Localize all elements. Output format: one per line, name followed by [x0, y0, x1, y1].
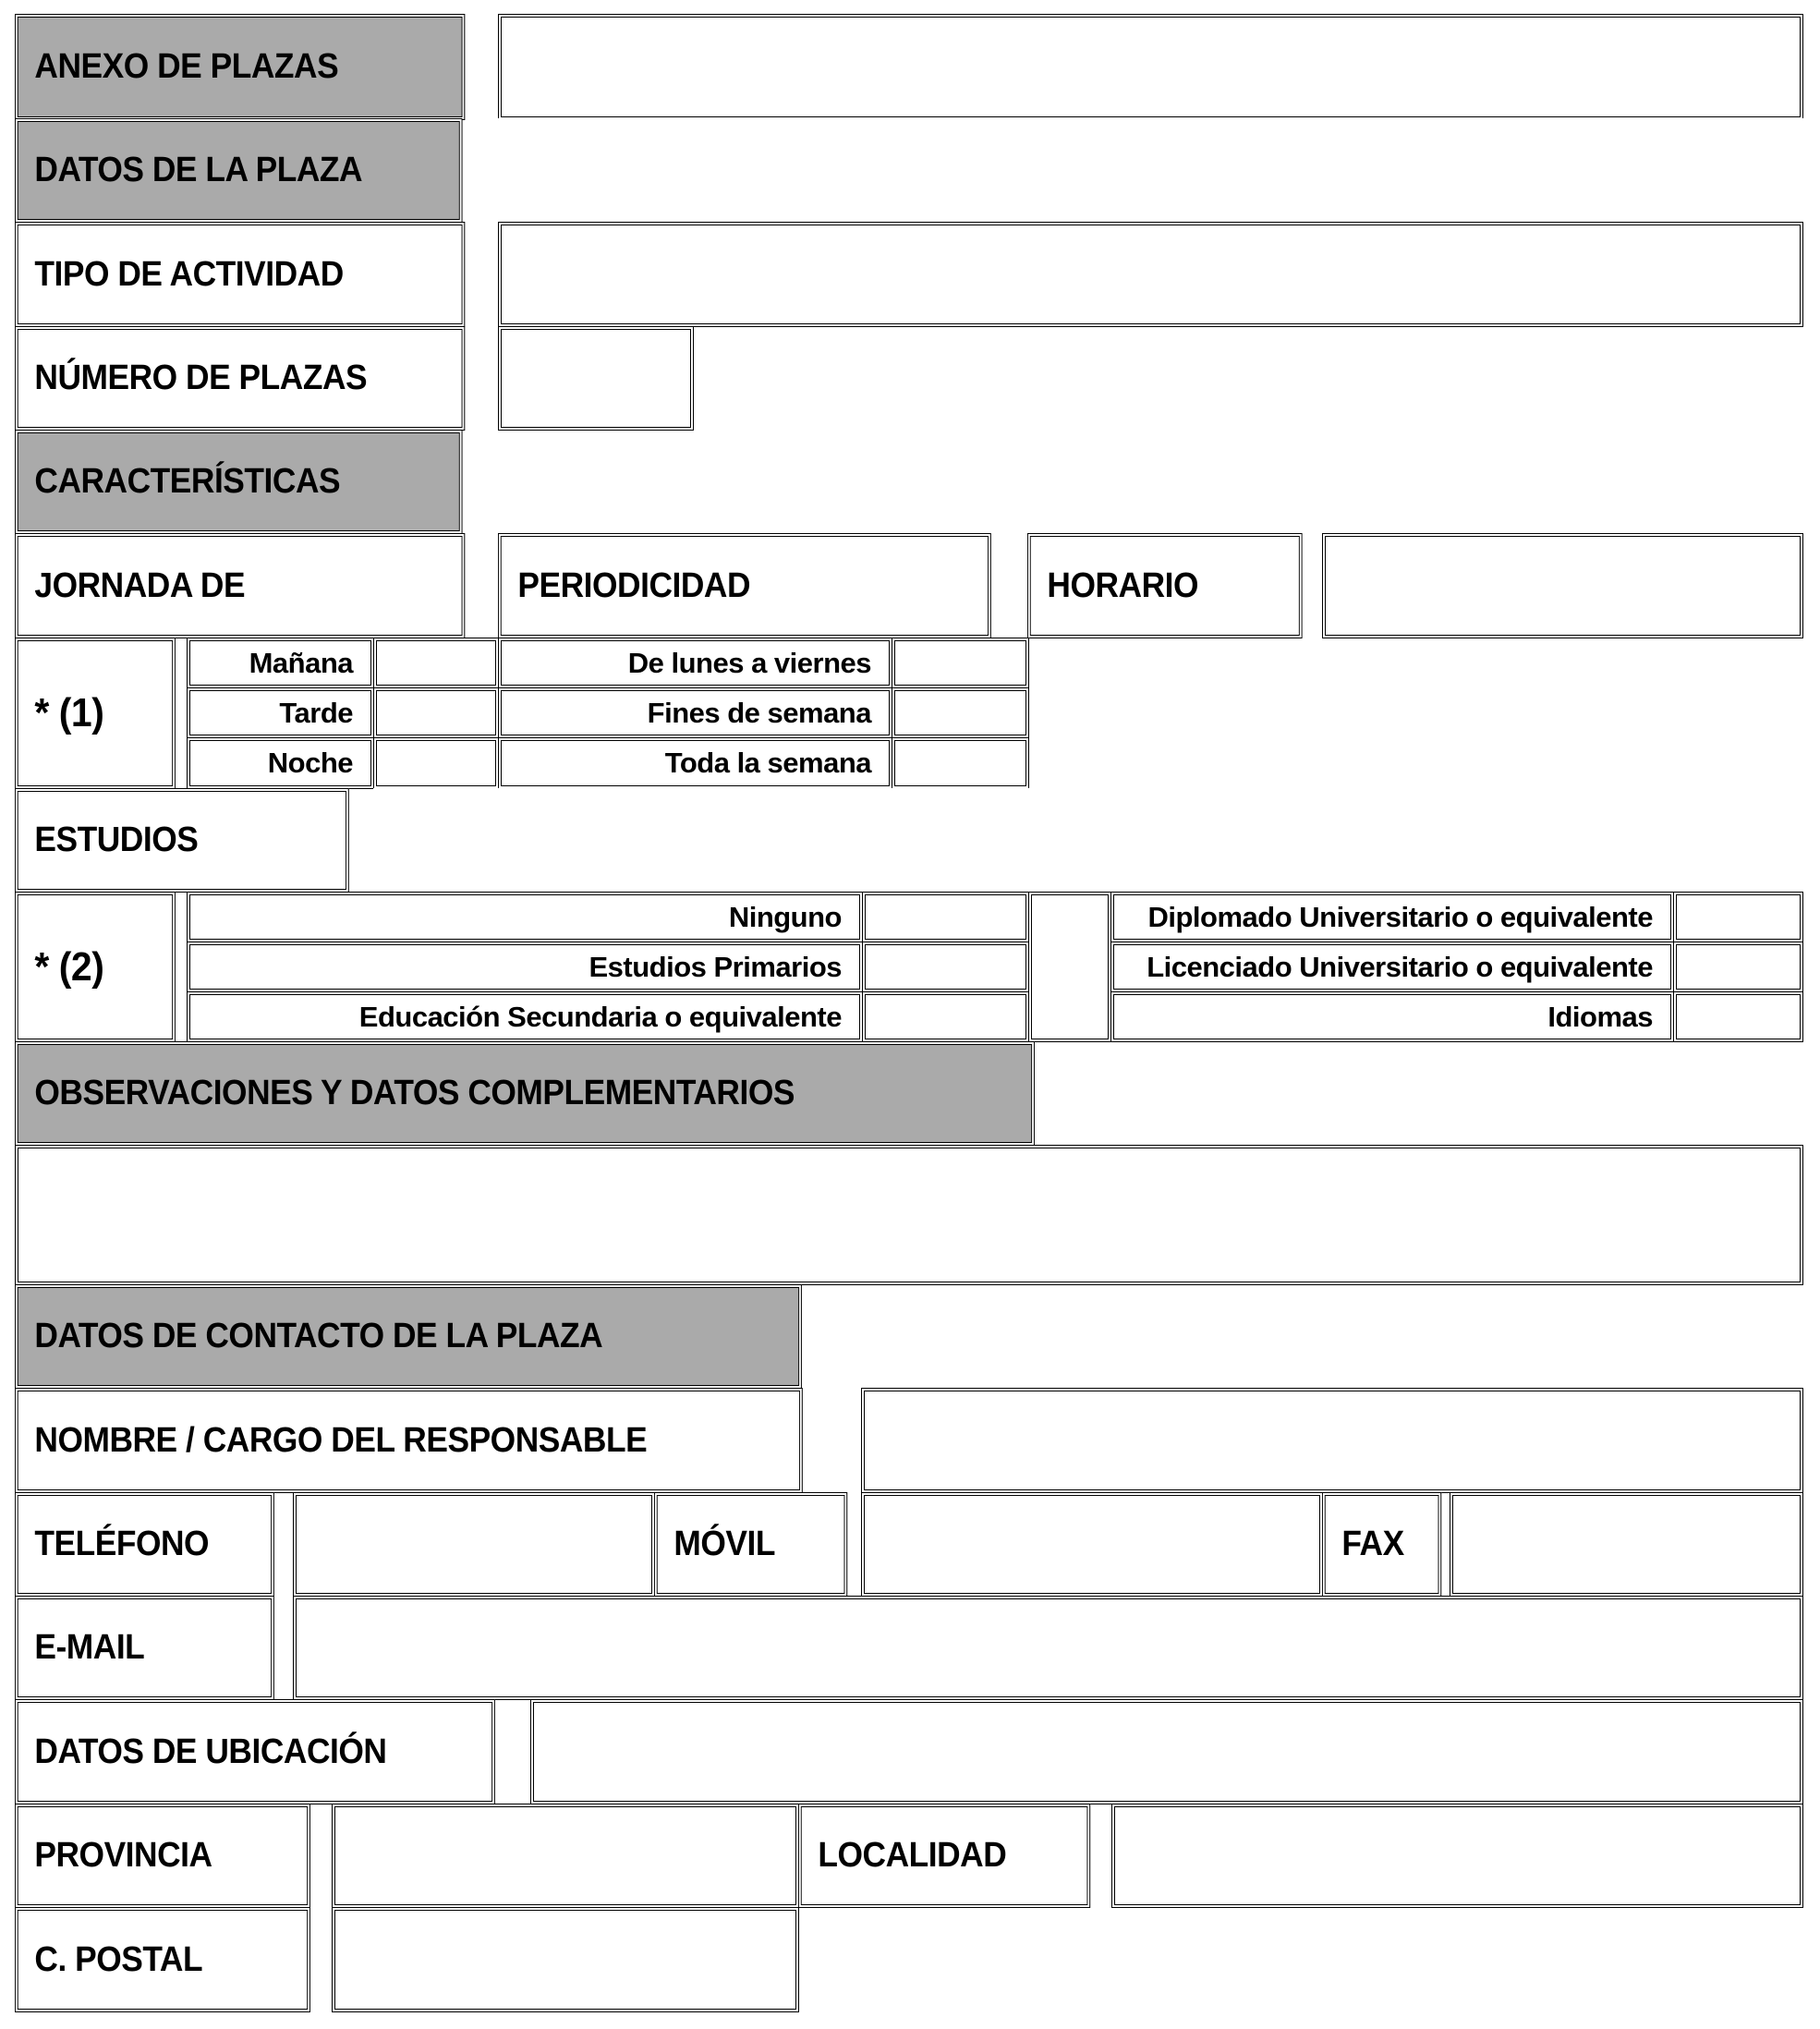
schedule-field[interactable] — [1322, 533, 1803, 638]
shift-option-label: Mañana — [187, 638, 374, 688]
fax-field[interactable] — [1450, 1492, 1803, 1597]
postal-code-field[interactable] — [332, 1907, 799, 2012]
period-checkbox[interactable] — [892, 737, 1029, 789]
workday-label: JORNADA DE — [15, 533, 465, 638]
phone-label: TELÉFONO — [15, 1492, 274, 1597]
observations-header: OBSERVACIONES Y DATOS COMPLEMENTARIOS — [15, 1041, 1035, 1146]
province-field[interactable] — [332, 1804, 799, 1908]
period-checkbox[interactable] — [892, 638, 1029, 688]
study-checkbox[interactable] — [862, 991, 1029, 1042]
email-field[interactable] — [293, 1596, 1803, 1700]
province-label: PROVINCIA — [15, 1804, 310, 1908]
shift-option-label: Tarde — [187, 687, 374, 738]
number-of-positions-label: NÚMERO DE PLAZAS — [15, 326, 465, 431]
study-checkbox[interactable] — [1673, 991, 1803, 1042]
annex-title-blank — [498, 14, 1803, 120]
fax-label: FAX — [1322, 1492, 1441, 1597]
study-option-label: Ninguno — [187, 892, 863, 942]
shift-option-label: Noche — [187, 737, 374, 789]
activity-type-field[interactable] — [498, 222, 1803, 327]
observations-field[interactable] — [15, 1145, 1803, 1285]
study-option-label: Educación Secundaria o equivalente — [187, 991, 863, 1042]
study-checkbox[interactable] — [862, 942, 1029, 992]
study-checkbox[interactable] — [1673, 892, 1803, 942]
responsible-field[interactable] — [861, 1388, 1803, 1493]
study-option-label: Licenciado Universitario o equivalente — [1110, 942, 1674, 992]
studies-blank — [373, 788, 1803, 893]
phone-field[interactable] — [293, 1492, 655, 1597]
studies-spacer — [1028, 892, 1111, 1042]
contact-data-header: DATOS DE CONTACTO DE LA PLAZA — [15, 1284, 802, 1389]
period-checkbox[interactable] — [892, 687, 1029, 738]
annex-title: ANEXO DE PLAZAS — [15, 14, 465, 120]
position-data-blank — [495, 118, 1803, 223]
period-option-label: De lunes a viernes — [498, 638, 892, 688]
studies-label: ESTUDIOS — [15, 788, 349, 893]
email-label: E-MAIL — [15, 1596, 274, 1700]
shift-checkbox[interactable] — [373, 638, 499, 688]
number-of-positions-field[interactable] — [498, 326, 694, 431]
schedule-note: * (1) — [15, 638, 176, 789]
period-option-label: Toda la semana — [498, 737, 892, 789]
location-label: DATOS DE UBICACIÓN — [15, 1699, 495, 1804]
study-option-label: Idiomas — [1110, 991, 1674, 1042]
location-field[interactable] — [530, 1699, 1803, 1804]
study-checkbox[interactable] — [862, 892, 1029, 942]
locality-label: LOCALIDAD — [798, 1804, 1090, 1908]
study-option-label: Diplomado Universitario o equivalente — [1110, 892, 1674, 942]
locality-field[interactable] — [1111, 1804, 1803, 1908]
position-data-header: DATOS DE LA PLAZA — [15, 118, 463, 223]
activity-type-label: TIPO DE ACTIVIDAD — [15, 222, 465, 327]
shift-checkbox[interactable] — [373, 737, 499, 789]
mobile-field[interactable] — [861, 1492, 1323, 1597]
characteristics-header: CARACTERÍSTICAS — [15, 430, 463, 534]
postal-code-label: C. POSTAL — [15, 1907, 310, 2012]
study-option-label: Estudios Primarios — [187, 942, 863, 992]
period-option-label: Fines de semana — [498, 687, 892, 738]
study-checkbox[interactable] — [1673, 942, 1803, 992]
periodicity-label: PERIODICIDAD — [498, 533, 991, 638]
shift-checkbox[interactable] — [373, 687, 499, 738]
studies-note: * (2) — [15, 892, 176, 1042]
schedule-label: HORARIO — [1027, 533, 1303, 638]
responsible-label: NOMBRE / CARGO DEL RESPONSABLE — [15, 1388, 803, 1493]
mobile-label: MÓVIL — [654, 1492, 847, 1597]
